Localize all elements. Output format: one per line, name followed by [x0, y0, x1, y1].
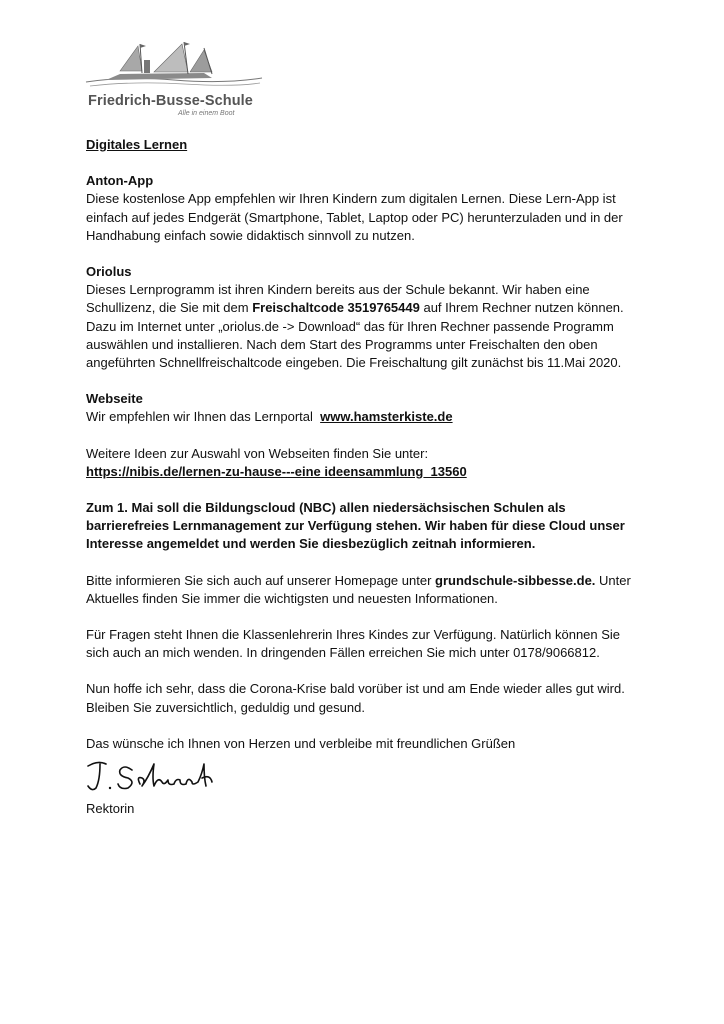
oriolus-text [86, 281, 646, 372]
oriolus-text-after: auf Ihrem Rechner nutzen können. Dazu im Internet unter „oriolus.de -> Download“ das für Ihren Rechner passende Programm auswählen und installieren. Nach dem Start des Programms unter Freischalten den oben angeführten Schnellfreischaltcode eingeben. Die Freischaltung gilt zunächst bis 11.Mai 2020. [86, 300, 624, 371]
signature [84, 756, 244, 801]
homepage-before: Bitte informieren Sie sich auch auf unserer Homepage unter [86, 572, 436, 588]
sailing-ship-icon [84, 40, 264, 96]
webseite-text [86, 408, 646, 426]
questions-paragraph: Für Fragen steht Ihnen die Klassenlehrerin Ihres Kindes zur Verfügung. Natürlich können Sie sich auch an mich wenden. In dringenden Fällen erreichen Sie mich unter 0178/9066812. [86, 627, 621, 661]
hamsterkiste-link[interactable]: www.hamsterkiste.de [320, 409, 453, 425]
license-code: Freischaltcode 3519765449 [252, 300, 420, 316]
webseite-heading: Webseite [86, 391, 143, 407]
letter-body [86, 136, 646, 753]
webseite-intro: Wir empfehlen wir Ihnen das Lernportal [86, 409, 321, 425]
homepage-link[interactable]: grundschule-sibbesse.de. [435, 572, 596, 588]
anton-text: Diese kostenlose App empfehlen wir Ihren Kindern zum digitalen Lernen. Diese Lern-App ist einfach auf jedes Endgerät (Smartphone, Tablet, Laptop oder PC) herunterzuladen und in der Handhabung einfach sowie didaktisch sinnvoll zu nutzen. [86, 191, 623, 243]
school-motto: Alle in einem Boot [178, 110, 235, 117]
homepage-after: Unter Aktuelles finden Sie immer die wichtigsten und neuesten Informationen. [86, 572, 631, 606]
oriolus-text-before: Dieses Lernprogramm ist ihren Kindern bereits aus der Schule bekannt. Wir haben eine Schullizenz, die Sie mit dem [86, 282, 590, 316]
oriolus-heading: Oriolus [86, 264, 132, 280]
nbc-paragraph: Zum 1. Mai soll die Bildungscloud (NBC) allen niedersächsischen Schulen als barrierefreies Lernmanagement zur Verfügung stehen. Wir haben für diese Cloud unser Interesse angemeldet und werden Sie diesbezüglich zeitnah informieren. [86, 500, 625, 552]
closing-line: Das wünsche ich Ihnen von Herzen und verbleibe mit freundlichen Grüßen [86, 735, 516, 751]
signatory-role: Rektorin [86, 801, 135, 816]
homepage-paragraph [86, 572, 646, 608]
anton-heading: Anton-App [86, 173, 154, 189]
school-name: Friedrich-Busse-Schule [88, 93, 253, 109]
hope-paragraph: Nun hoffe ich sehr, dass die Corona-Krise bald vorüber ist und am Ende wieder alles gut wird. Bleiben Sie zuversichtlich, geduldig und gesund. [86, 681, 625, 715]
handwritten-signature [84, 756, 244, 796]
page-title: Digitales Lernen [86, 137, 188, 152]
more-ideas-text: Weitere Ideen zur Auswahl von Webseiten finden Sie unter: [86, 445, 429, 461]
school-logo [84, 40, 264, 124]
nibis-link[interactable]: https://nibis.de/lernen-zu-hause---eine ideensammlung_13560 [86, 463, 467, 479]
